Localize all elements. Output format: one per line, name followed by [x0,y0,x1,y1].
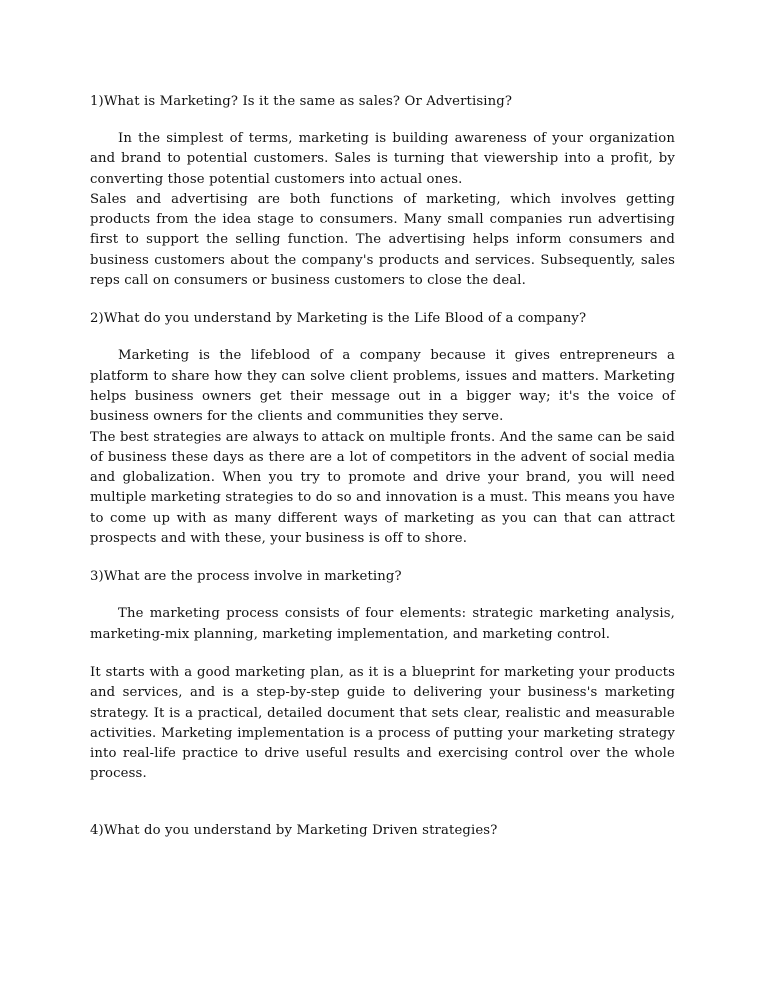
spacer [90,645,675,663]
question-3-heading: 3)What are the process involve in marketing? [90,569,402,585]
spacer [90,785,675,821]
answer-2-paragraph-1: Marketing is the lifeblood of a company because it gives entrepreneurs a platform to share how they can solve client problems, issues and matters. Marketing helps business owners get their message out in a bigger way; it's the voice of business owners for the clients and communities they serve. [90,348,675,425]
question-1-heading: 1)What is Marketing? Is it the same as sales? Or Advertising? [90,94,513,109]
answer-1-paragraph-1: In the simplest of terms, marketing is building awareness of your organization and brand to potential customers. Sales is turning that viewership into a profit, by converting those potential customers into actual ones. [90,131,675,187]
spacer [90,291,675,309]
spacer [90,329,675,346]
spacer [90,112,675,129]
question-2-heading: 2)What do you understand by Marketing is the Life Blood of a company? [90,311,587,327]
document-page [90,92,675,841]
spacer [90,549,675,567]
question-4-heading: 4)What do you understand by Marketing Driven strategies? [90,822,498,838]
answer-3-paragraph-1: The marketing process consists of four elements: strategic marketing analysis, marketing-mix planning, marketing implementation, and marketing control. [90,606,675,642]
answer-3-paragraph-2: It starts with a good marketing plan, as it is a blueprint for marketing your products and services, and is a step-by-step guide to delivering your business's marketing strategy. It is a practical, detailed document that sets clear, realistic and measurable activities. Marketing implementation is a process of putting your marketing strategy into real-life practice to drive useful results and exercising control over the whole process. [90,664,675,782]
spacer [90,587,675,604]
answer-1-paragraph-2: Sales and advertising are both functions of marketing, which involves getting products from the idea stage to consumers. Many small companies run advertising first to support the selling function. The advertising helps inform consumers and business customers about the company's products and services. Subsequently, sales reps call on consumers or business customers to close the deal. [90,191,675,289]
answer-2-paragraph-2: The best strategies are always to attack on multiple fronts. And the same can be said of business these days as there are a lot of competitors in the advent of social media and globalization. When you try to promote and drive your brand, you will need multiple marketing strategies to do so and innovation is a must. This means you have to come up with as many different ways of marketing as you can that can attract prospects and with these, your business is off to shore. [90,429,675,547]
